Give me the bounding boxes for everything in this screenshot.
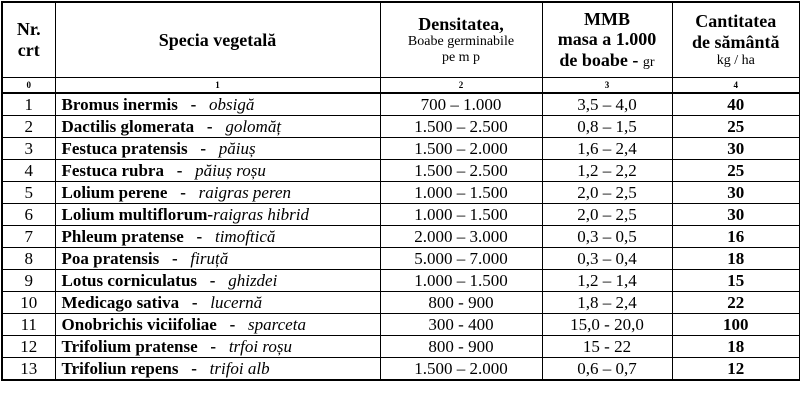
density-cell: 1.000 – 1.500 <box>380 182 542 204</box>
species-separator: - <box>167 183 199 202</box>
index-cell: 4 <box>672 78 800 94</box>
density-cell: 1.500 – 2.500 <box>380 160 542 182</box>
species-latin: Medicago sativa <box>61 293 180 312</box>
species-separator: - <box>178 359 210 378</box>
seed-table <box>1 1 800 381</box>
species-cell <box>55 93 380 116</box>
table-row <box>2 358 800 381</box>
density-cell: 700 – 1.000 <box>380 93 542 116</box>
species-cell <box>55 314 380 336</box>
quantity-cell: 16 <box>672 226 800 248</box>
species-common: lucernă <box>210 293 263 312</box>
species-latin: Festuca rubra <box>61 161 164 180</box>
row-number: 2 <box>2 116 55 138</box>
species-latin: Bromus inermis <box>61 95 178 114</box>
index-row <box>2 78 800 94</box>
quantity-cell: 30 <box>672 204 800 226</box>
header-qty-unit: kg / ha <box>716 52 755 68</box>
mmb-cell: 2,0 – 2,5 <box>542 182 672 204</box>
header-species <box>55 2 380 78</box>
mmb-cell: 15,0 - 20,0 <box>542 314 672 336</box>
row-number: 13 <box>2 358 55 381</box>
row-number: 4 <box>2 160 55 182</box>
quantity-cell: 25 <box>672 160 800 182</box>
table-row <box>2 93 800 116</box>
species-latin: Onobrichis viciifoliae <box>61 315 217 334</box>
row-number: 3 <box>2 138 55 160</box>
density-cell: 800 - 900 <box>380 292 542 314</box>
mmb-cell: 0,3 – 0,4 <box>542 248 672 270</box>
species-cell <box>55 358 380 381</box>
row-number: 7 <box>2 226 55 248</box>
quantity-cell: 18 <box>672 336 800 358</box>
species-common: ghizdei <box>228 271 278 290</box>
quantity-cell: 40 <box>672 93 800 116</box>
header-mmb <box>542 2 672 78</box>
mmb-cell: 0,8 – 1,5 <box>542 116 672 138</box>
row-number: 11 <box>2 314 55 336</box>
species-latin: Lolium perene <box>61 183 168 202</box>
quantity-cell: 25 <box>672 116 800 138</box>
species-cell <box>55 138 380 160</box>
density-cell: 2.000 – 3.000 <box>380 226 542 248</box>
species-separator: - <box>197 271 229 290</box>
header-crt-label: crt <box>17 40 40 60</box>
species-cell <box>55 226 380 248</box>
species-common: raigras peren <box>198 183 292 202</box>
index-cell: 1 <box>55 78 380 94</box>
table-row <box>2 160 800 182</box>
mmb-cell: 0,3 – 0,5 <box>542 226 672 248</box>
header-density-sub1: Boabe germinabile <box>407 34 515 50</box>
table-row <box>2 292 800 314</box>
species-latin: Lolium multiflorum <box>61 205 208 224</box>
mmb-cell: 1,8 – 2,4 <box>542 292 672 314</box>
mmb-cell: 2,0 – 2,5 <box>542 204 672 226</box>
row-number: 10 <box>2 292 55 314</box>
species-cell <box>55 336 380 358</box>
species-separator: - <box>194 117 226 136</box>
mmb-cell: 1,2 – 2,2 <box>542 160 672 182</box>
index-cell: 2 <box>380 78 542 94</box>
header-quantity <box>672 2 800 78</box>
species-cell <box>55 270 380 292</box>
quantity-cell: 30 <box>672 138 800 160</box>
species-separator: - <box>197 337 229 356</box>
index-cell: 0 <box>2 78 55 94</box>
row-number: 5 <box>2 182 55 204</box>
header-mmb-unit: gr <box>642 55 655 71</box>
species-separator: - <box>177 95 209 114</box>
mmb-cell: 1,2 – 1,4 <box>542 270 672 292</box>
header-nr-label: Nr. <box>16 19 41 40</box>
quantity-cell: 100 <box>672 314 800 336</box>
header-mmb-line3: de boabe - <box>559 50 639 71</box>
table-row <box>2 204 800 226</box>
header-row <box>2 2 800 78</box>
species-common: obsigă <box>209 95 255 114</box>
header-qty-line1: Cantitatea <box>695 11 777 32</box>
table-row <box>2 248 800 270</box>
header-mmb-title: MMB <box>584 8 630 29</box>
species-cell <box>55 248 380 270</box>
mmb-cell: 15 - 22 <box>542 336 672 358</box>
quantity-cell: 30 <box>672 182 800 204</box>
table-row <box>2 182 800 204</box>
quantity-cell: 22 <box>672 292 800 314</box>
density-cell: 1.500 – 2.000 <box>380 358 542 381</box>
species-latin: Trifolium pratense <box>61 337 198 356</box>
header-nr <box>2 2 55 78</box>
species-latin: Lotus corniculatus <box>61 271 198 290</box>
species-common: păiuș <box>218 139 256 158</box>
row-number: 12 <box>2 336 55 358</box>
species-common: trfoi roșu <box>228 337 292 356</box>
species-common: timoftică <box>214 227 276 246</box>
row-number: 8 <box>2 248 55 270</box>
species-cell <box>55 160 380 182</box>
species-cell <box>55 292 380 314</box>
species-separator: - <box>179 293 211 312</box>
species-cell <box>55 204 380 226</box>
row-number: 9 <box>2 270 55 292</box>
species-cell <box>55 116 380 138</box>
species-latin: Festuca pratensis <box>61 139 188 158</box>
mmb-cell: 1,6 – 2,4 <box>542 138 672 160</box>
species-common: raigras hibrid <box>213 205 309 224</box>
table-row <box>2 138 800 160</box>
species-separator: - <box>216 315 249 334</box>
species-separator: - <box>187 139 219 158</box>
species-latin: Dactilis glomerata <box>61 117 195 136</box>
table-row <box>2 226 800 248</box>
header-density <box>380 2 542 78</box>
quantity-cell: 15 <box>672 270 800 292</box>
index-cell: 3 <box>542 78 672 94</box>
species-separator: - <box>159 249 191 268</box>
quantity-cell: 12 <box>672 358 800 381</box>
species-common: golomăț <box>225 117 282 136</box>
table-row <box>2 336 800 358</box>
header-species-label: Specia vegetală <box>158 29 277 50</box>
table-body <box>2 93 800 380</box>
density-cell: 1.500 – 2.000 <box>380 138 542 160</box>
species-common: trifoi alb <box>209 359 270 378</box>
density-cell: 1.000 – 1.500 <box>380 270 542 292</box>
table-row <box>2 314 800 336</box>
density-cell: 800 - 900 <box>380 336 542 358</box>
header-density-sub2: pe m p <box>441 50 481 66</box>
mmb-cell: 3,5 – 4,0 <box>542 93 672 116</box>
density-cell: 1.000 – 1.500 <box>380 204 542 226</box>
header-density-title: Densitatea, <box>418 13 504 34</box>
density-cell: 1.500 – 2.500 <box>380 116 542 138</box>
species-common: firuță <box>190 249 229 268</box>
species-latin: Phleum pratense <box>61 227 184 246</box>
species-separator: - <box>163 161 196 180</box>
quantity-cell: 18 <box>672 248 800 270</box>
species-cell <box>55 182 380 204</box>
table-row <box>2 116 800 138</box>
species-latin: Poa pratensis <box>61 249 160 268</box>
density-cell: 300 - 400 <box>380 314 542 336</box>
species-common: păiuș roșu <box>195 161 266 180</box>
species-latin: Trifoliun repens <box>61 359 179 378</box>
density-cell: 5.000 – 7.000 <box>380 248 542 270</box>
species-separator: - <box>183 227 215 246</box>
table-row <box>2 270 800 292</box>
species-separator: - <box>207 205 214 224</box>
mmb-cell: 0,6 – 0,7 <box>542 358 672 381</box>
header-mmb-line2: masa a 1.000 <box>557 29 657 50</box>
row-number: 6 <box>2 204 55 226</box>
header-qty-line2: de sământă <box>691 31 780 52</box>
row-number: 1 <box>2 93 55 116</box>
species-common: sparceta <box>248 315 306 334</box>
